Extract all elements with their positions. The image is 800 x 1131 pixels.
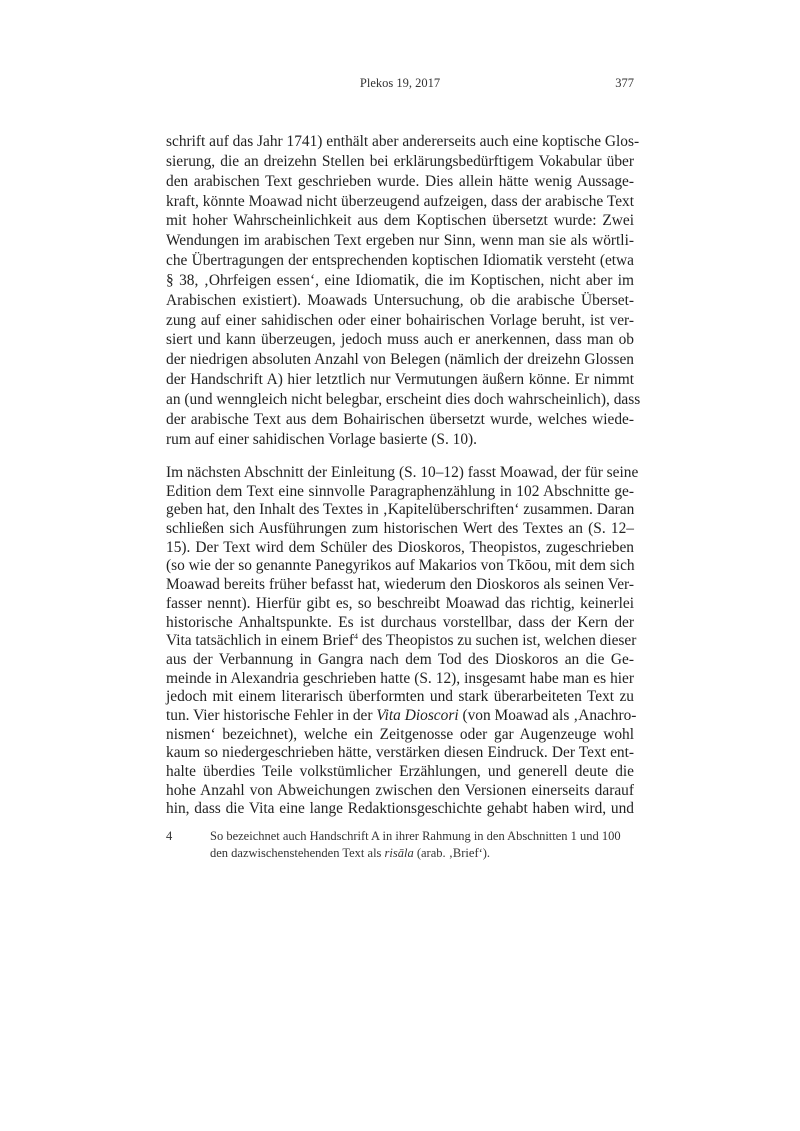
text-line: [166, 430, 634, 450]
text-line: [166, 192, 634, 212]
text-segment: der niedrigen absoluten Anzahl von Belegen (nämlich der dreizehn Glossen: [166, 351, 634, 369]
text-segment: 15). Der Text wird dem Schüler des Dioskoros, Theopistos, zugeschrieben: [166, 538, 634, 556]
text-segment: den arabischen Text geschrieben wurde. Dies allein hätte wenig Aussage-: [166, 172, 634, 190]
text-line: [166, 291, 634, 311]
text-segment: So bezeichnet auch Handschrift A in ihrer Rahmung in den Abschnitten 1 und 100: [210, 829, 621, 843]
text-line: [166, 251, 634, 271]
text-segment: siert und kann überzeugen, jedoch muss auch er anerkennen, dass man ob: [166, 331, 634, 349]
text-segment: (von Moawad als ‚Anachro-: [458, 706, 637, 724]
text-segment: aus der Verbannung in Gangra nach dem Tod des Dioskoros an die Ge-: [166, 650, 634, 668]
text-segment: Wendungen im arabischen Text ergeben nur Sinn, wenn man sie als wörtli-: [166, 232, 634, 250]
text-line: [166, 132, 640, 152]
text-line: [166, 576, 634, 595]
footnote-number: 4: [166, 829, 173, 843]
text-line: [166, 410, 634, 430]
text-segment: jedoch mit einem literarisch überformten und stark überarbeiteten Text zu: [166, 688, 634, 706]
text-segment: hohe Anzahl von Abweichungen zwischen den Versionen einerseits darauf: [166, 781, 634, 799]
text-segment: (so wie der so genannte Panegyrikos auf Makarios von Tkōou, mit dem sich: [166, 557, 635, 575]
text-segment: che Übertragungen der entsprechenden koptischen Idiomatik versteht (etwa: [166, 252, 634, 270]
text-segment: geben hat, den Inhalt des Textes in ‚Kapitelüberschriften‘ zusammen. Daran: [166, 501, 635, 519]
text-line: [166, 744, 634, 763]
text-line: [166, 651, 634, 670]
text-segment: halte überdies Teile volkstümlicher Erzählungen, und generell deute die: [166, 763, 634, 780]
text-segment: schließen sich Ausführungen zum historischen Wert des Textes an (S. 12–: [166, 520, 634, 538]
text-segment: Im nächsten Abschnitt der Einleitung (S. 10–12) fasst Moawad, der für seine: [166, 464, 639, 481]
text-segment: des Theopistos zu suchen ist, welchen dieser: [357, 632, 637, 650]
text-line: [210, 845, 634, 862]
text-line: [166, 172, 634, 192]
text-line: [166, 370, 634, 390]
text-segment: sierung, die an dreizehn Stellen bei erklärungsbedürftigem Vokabular über: [166, 152, 634, 170]
text-segment: der arabische Text aus dem Bohairischen übersetzt wurde, welches wiede-: [166, 410, 634, 428]
text-segment: (arab. ‚Brief‘).: [413, 846, 491, 860]
text-line: [166, 688, 634, 707]
text-segment: tun. Vier historische Fehler in der: [166, 706, 377, 724]
text-line: [166, 782, 634, 801]
text-segment: zung auf einer sahidischen oder einer bohairischen Vorlage beruht, ist ver-: [166, 311, 634, 329]
text-line: [166, 726, 634, 745]
text-line: [166, 311, 634, 331]
footnote-ref[interactable]: 4: [353, 632, 358, 642]
text-segment: rum auf einer sahidischen Vorlage basierte (S. 10).: [166, 430, 477, 448]
text-segment: Moawad bereits früher befasst hat, wiederum den Dioskoros als seinen Ver-: [166, 576, 634, 594]
text-segment: meinde in Alexandria geschrieben hatte (S. 12), insgesamt habe man es hier: [166, 669, 634, 687]
text-segment: hin, dass die Vita eine lange Redaktionsgeschichte gehabt haben wird, und: [166, 800, 634, 818]
text-segment: Arabischen existiert). Moawads Untersuchung, ob die arabische Überset-: [166, 291, 634, 309]
text-line: [166, 632, 637, 651]
text-line: [166, 557, 634, 576]
text-line: [166, 271, 634, 291]
text-line: [210, 828, 634, 845]
text-line: [166, 706, 637, 726]
text-segment: der Handschrift A) hier letztlich nur Vermutungen äußern könne. Er nimmt: [166, 371, 634, 389]
text-line: [166, 763, 634, 782]
text-segment: § 38, ‚Ohrfeigen essen‘, eine Idiomatik, die im Koptischen, nicht aber im: [166, 271, 634, 289]
footnote-text: [210, 828, 634, 862]
text-line: [166, 800, 634, 819]
page-number: 377: [615, 76, 634, 90]
text-segment: mit hoher Wahrscheinlichkeit aus dem Koptischen übersetzt wurde: Zwei: [166, 212, 634, 230]
text-segment: Vita tatsächlich in einem Brief: [166, 632, 354, 650]
text-segment: an (und wenngleich nicht belegbar, erscheint dies doch wahrscheinlich), dass: [166, 390, 641, 408]
text-segment: Edition dem Text eine sinnvolle Paragraphenzählung in 102 Abschnitte ge-: [166, 482, 634, 500]
text-segment: historische Anhaltspunkte. Es ist durchaus vorstellbar, dass der Kern der: [166, 613, 634, 631]
text-segment: nismen‘ bezeichnet), welche ein Zeitgenosse oder gar Augenzeuge wohl: [166, 725, 634, 743]
text-line: [166, 211, 634, 231]
text-segment: kraft, könnte Moawad nicht überzeugend aufzeigen, dass der arabische Text: [166, 192, 634, 210]
text-segment: kaum so niedergeschrieben hätte, verstärken diesen Eindruck. Der Text ent-: [166, 744, 634, 762]
text-line: [166, 670, 634, 689]
text-line: [166, 350, 634, 370]
text-line: [166, 614, 634, 633]
text-segment: schrift auf das Jahr 1741) enthält aber andererseits auch eine koptische Glos-: [166, 133, 640, 150]
text-segment: den dazwischenstehenden Text als: [210, 846, 385, 860]
text-line: [166, 330, 634, 350]
italic-title: Vita Dioscori: [376, 706, 459, 724]
text-segment: fasser nennt). Hierfür gibt es, so beschreibt Moawad das richtig, keinerlei: [166, 594, 634, 612]
text-line: [166, 152, 634, 172]
text-line: [166, 483, 634, 502]
text-line: [166, 390, 641, 410]
running-head: Plekos 19, 2017: [359, 76, 441, 90]
text-line: [166, 539, 634, 558]
paragraph-1: [166, 132, 641, 450]
text-line: [166, 595, 634, 614]
italic-title: risāla: [384, 846, 414, 860]
text-line: [166, 501, 634, 520]
text-line: [166, 520, 634, 539]
text-line: [166, 231, 634, 251]
text-line: [166, 464, 639, 483]
paragraph-2: [166, 464, 639, 819]
